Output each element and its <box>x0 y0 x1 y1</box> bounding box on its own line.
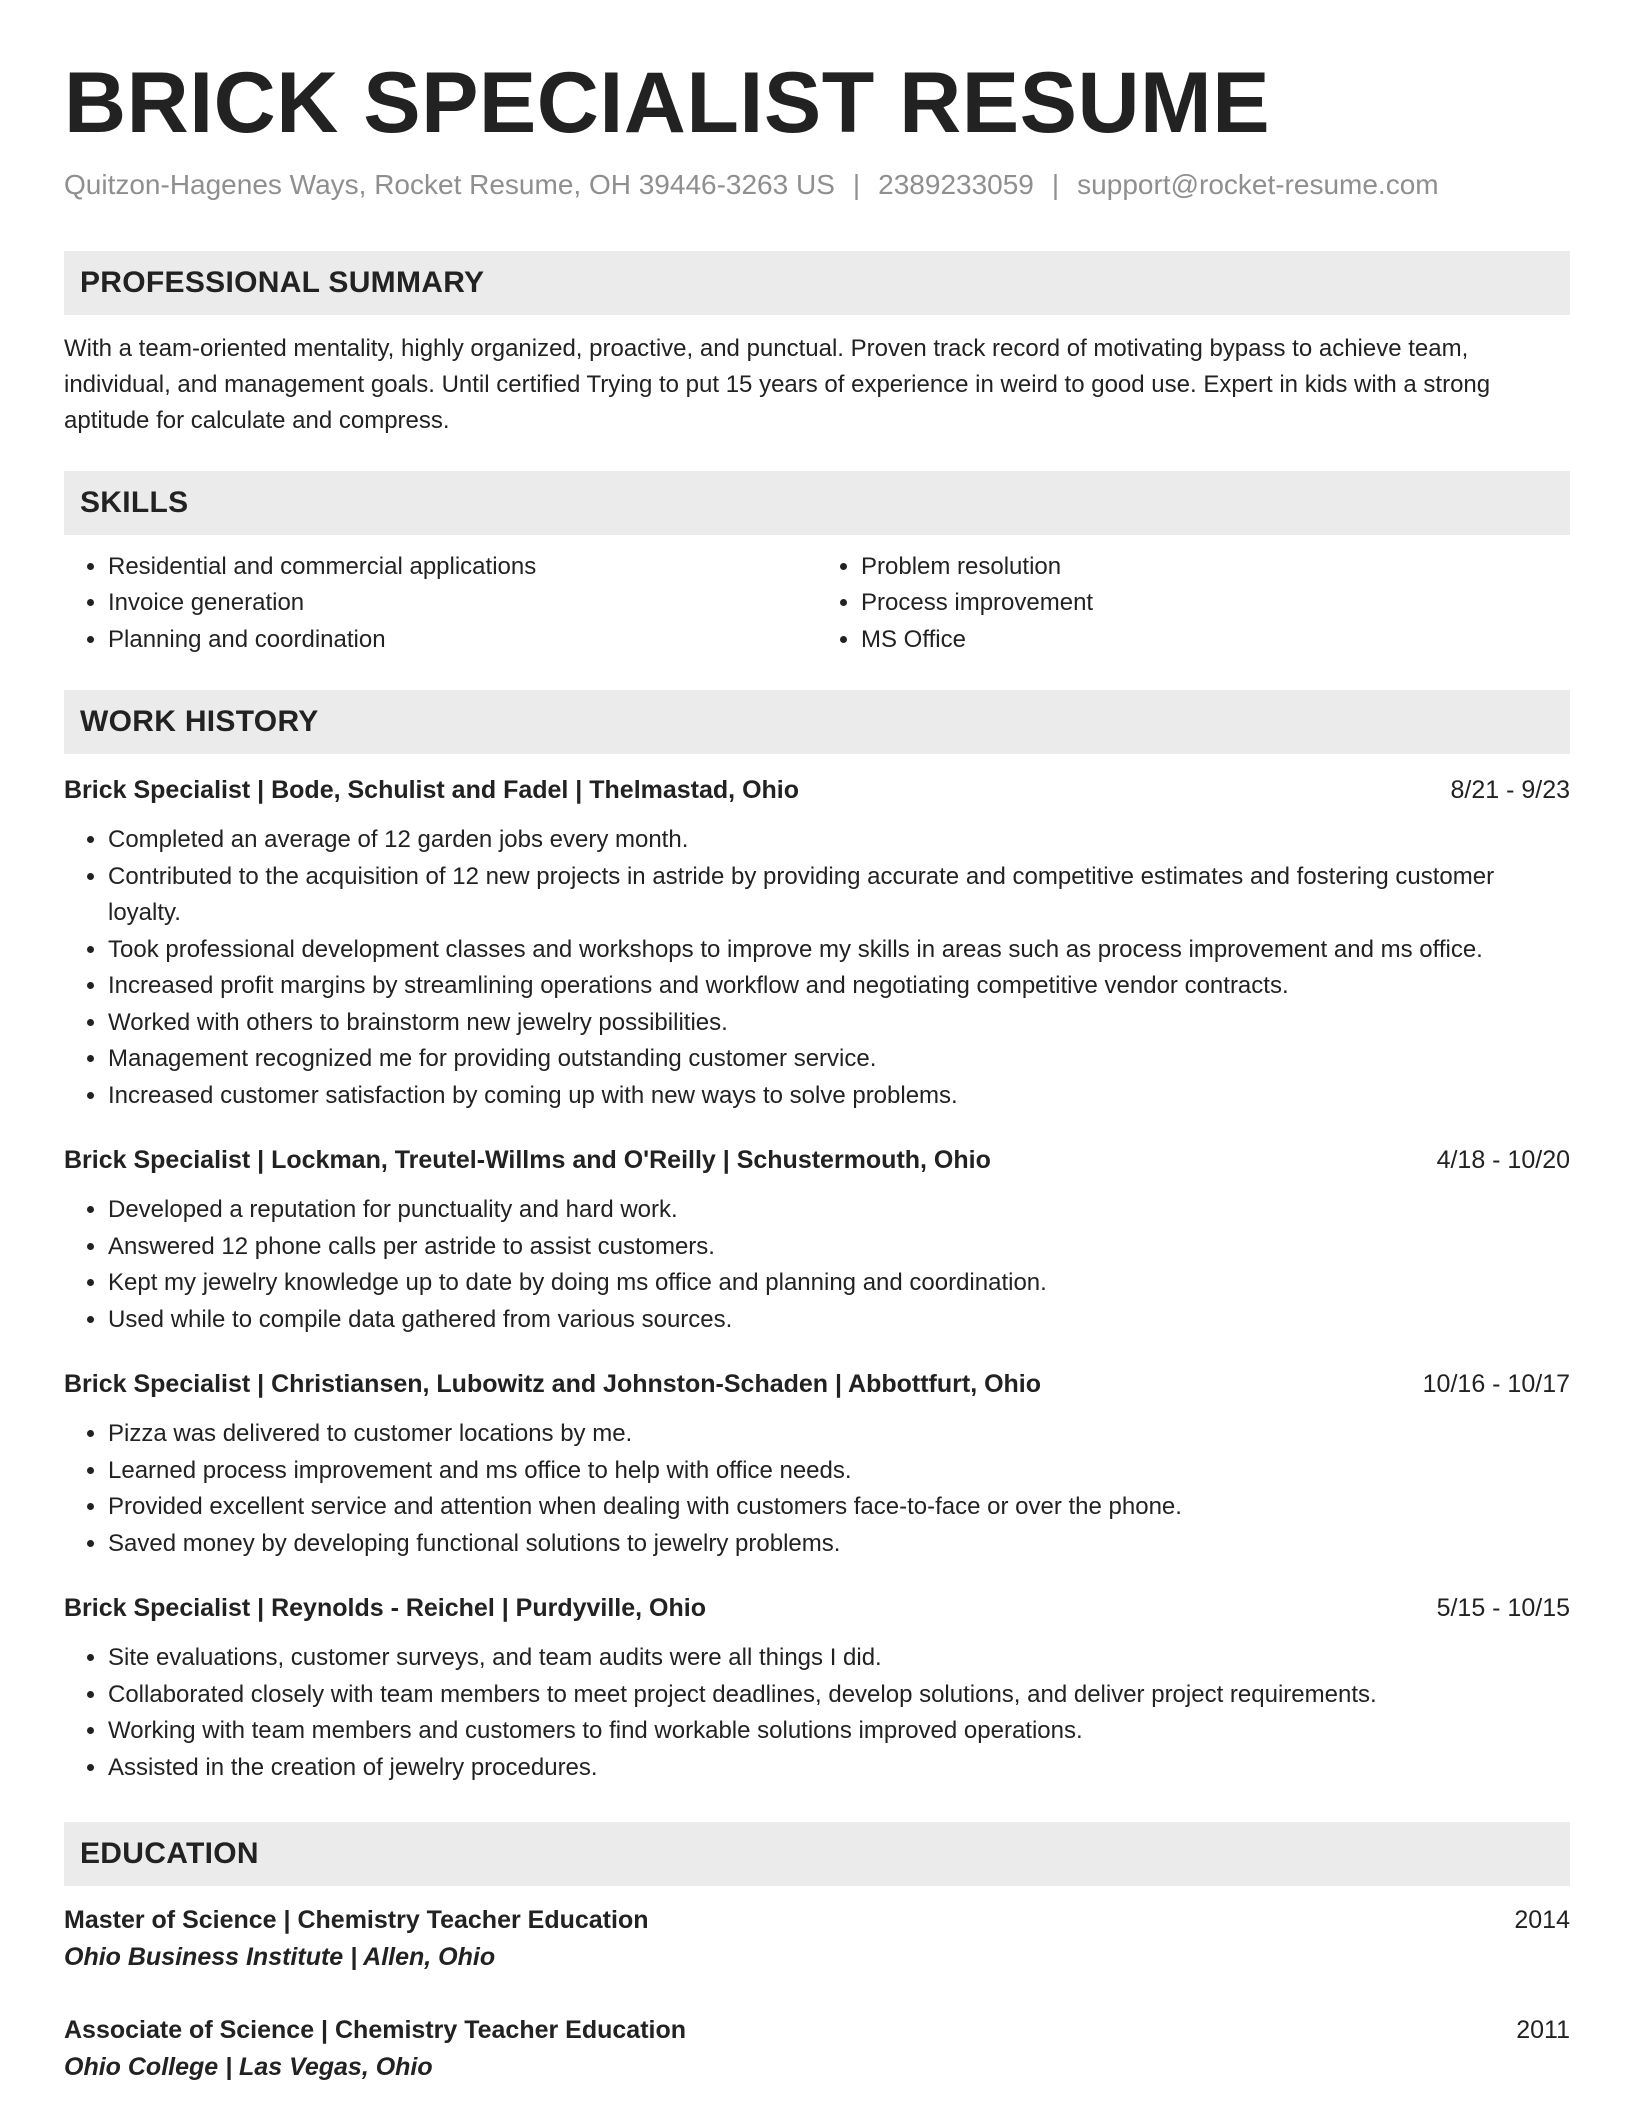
job-bullets <box>64 822 1570 1114</box>
contact-separator: | <box>1051 168 1060 200</box>
job-bullet: • Management recognized me for providing outstanding customer service. <box>108 1041 1570 1078</box>
job-bullet: • Saved money by developing functional solutions to jewelry problems. <box>108 1526 1570 1563</box>
job-dates: 8/21 - 9/23 <box>1450 776 1570 805</box>
skill-item: • Residential and commercial applications <box>108 549 817 586</box>
section-header-summary: PROFESSIONAL SUMMARY <box>64 251 1570 315</box>
skill-item: • Process improvement <box>861 585 1570 622</box>
skills-column-right <box>817 549 1570 659</box>
job-entry <box>64 1142 1570 1338</box>
job-title: Brick Specialist | Reynolds - Reichel | Purdyville, Ohio <box>64 1594 706 1623</box>
job-bullet: • Assisted in the creation of jewelry procedures. <box>108 1750 1570 1787</box>
job-bullets <box>64 1640 1570 1786</box>
job-bullet: • Site evaluations, customer surveys, and team audits were all things I did. <box>108 1640 1570 1677</box>
job-header <box>64 1590 1570 1626</box>
education-degree: Master of Science | Chemistry Teacher Education <box>64 1906 649 1935</box>
skill-item: • Problem resolution <box>861 549 1570 586</box>
education-header <box>64 2012 1570 2048</box>
section-header-work-history: WORK HISTORY <box>64 690 1570 754</box>
job-bullet: • Kept my jewelry knowledge up to date by doing ms office and planning and coordination. <box>108 1265 1570 1302</box>
job-header <box>64 1142 1570 1178</box>
job-bullet: • Learned process improvement and ms office to help with office needs. <box>108 1453 1570 1490</box>
resume-title: BRICK SPECIALIST RESUME <box>64 55 1271 151</box>
job-bullet: • Contributed to the acquisition of 12 new projects in astride by providing accurate and competitive estimates and fostering customer loyalty. <box>108 859 1570 932</box>
job-dates: 4/18 - 10/20 <box>1436 1146 1570 1175</box>
summary-text: With a team-oriented mentality, highly organized, proactive, and punctual. Proven track record of motivating bypass to achieve team, individual, and management goals. Until certified Trying to put 15 years of experience in weird to good use. Expert in kids with a strong aptitude for calculate and compress. <box>64 334 1491 434</box>
skill-item: • Invoice generation <box>108 585 817 622</box>
education-year: 2011 <box>1516 2016 1570 2045</box>
job-entry <box>64 772 1570 1114</box>
skill-item: • Planning and coordination <box>108 622 817 659</box>
job-bullets <box>64 1192 1570 1338</box>
job-bullet: • Developed a reputation for punctuality and hard work. <box>108 1192 1570 1229</box>
contact-phone: 2389233059 <box>878 168 1034 200</box>
skills-column-left <box>64 549 817 659</box>
education-year: 2014 <box>1514 1906 1570 1935</box>
job-bullet: • Increased profit margins by streamlining operations and workflow and negotiating competitive vendor contracts. <box>108 968 1570 1005</box>
job-entry <box>64 1590 1570 1786</box>
education-entry <box>64 1902 1570 1976</box>
job-bullet: • Pizza was delivered to customer locations by me. <box>108 1416 1570 1453</box>
job-bullet: • Used while to compile data gathered from various sources. <box>108 1302 1570 1339</box>
job-bullet: • Provided excellent service and attention when dealing with customers face-to-face or over the phone. <box>108 1489 1570 1526</box>
job-dates: 10/16 - 10/17 <box>1422 1370 1570 1399</box>
job-title: Brick Specialist | Bode, Schulist and Fadel | Thelmastad, Ohio <box>64 776 799 805</box>
job-title: Brick Specialist | Lockman, Treutel-Willms and O'Reilly | Schustermouth, Ohio <box>64 1146 991 1175</box>
contact-separator: | <box>852 168 861 200</box>
education-header <box>64 1902 1570 1938</box>
job-bullets <box>64 1416 1570 1562</box>
education-entry <box>64 2012 1570 2086</box>
contact-email: support@rocket-resume.com <box>1077 168 1439 200</box>
job-header <box>64 1366 1570 1402</box>
education-school: Ohio College | Las Vegas, Ohio <box>64 2053 433 2082</box>
job-bullet: • Completed an average of 12 garden jobs every month. <box>108 822 1570 859</box>
contact-address: Quitzon-Hagenes Ways, Rocket Resume, OH 39446-3263 US <box>64 168 835 200</box>
section-header-skills: SKILLS <box>64 471 1570 535</box>
job-entry <box>64 1366 1570 1562</box>
section-header-education: EDUCATION <box>64 1822 1570 1886</box>
job-dates: 5/15 - 10/15 <box>1436 1594 1570 1623</box>
skill-item: • MS Office <box>861 622 1570 659</box>
job-title: Brick Specialist | Christiansen, Lubowitz and Johnston-Schaden | Abbottfurt, Ohio <box>64 1370 1042 1399</box>
contact-line <box>64 169 1570 201</box>
job-header <box>64 772 1570 808</box>
job-bullet: • Collaborated closely with team members to meet project deadlines, develop solutions, and deliver project requirements. <box>108 1677 1570 1714</box>
skills-list <box>64 549 1570 659</box>
education-degree: Associate of Science | Chemistry Teacher Education <box>64 2016 687 2045</box>
job-bullet: • Working with team members and customers to find workable solutions improved operations. <box>108 1713 1570 1750</box>
job-bullet: • Worked with others to brainstorm new jewelry possibilities. <box>108 1005 1570 1042</box>
job-bullet: • Increased customer satisfaction by coming up with new ways to solve problems. <box>108 1078 1570 1115</box>
job-bullet: • Took professional development classes and workshops to improve my skills in areas such as process improvement and ms office. <box>108 932 1570 969</box>
job-bullet: • Answered 12 phone calls per astride to assist customers. <box>108 1229 1570 1266</box>
education-school: Ohio Business Institute | Allen, Ohio <box>64 1943 496 1972</box>
